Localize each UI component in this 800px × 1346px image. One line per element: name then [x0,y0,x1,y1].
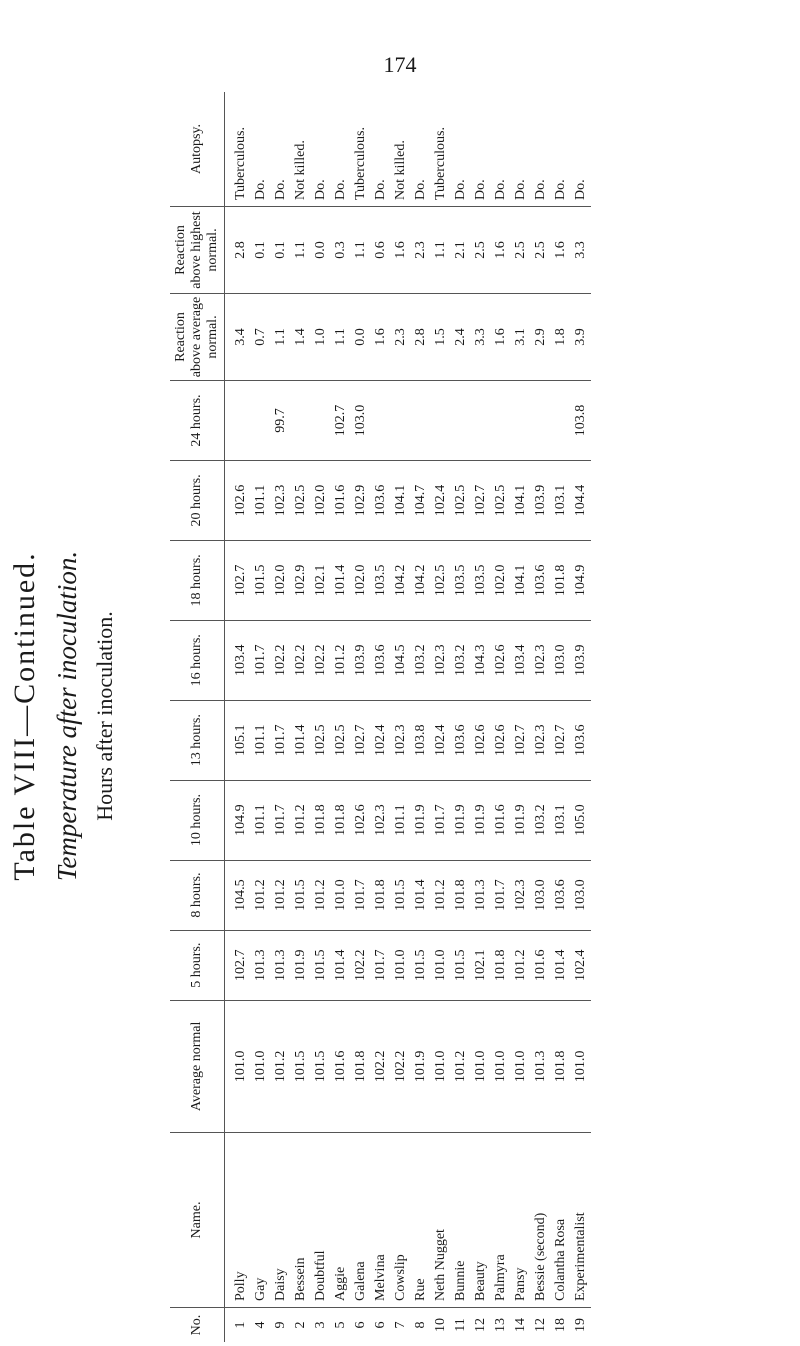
cell-13-hours: 102.7 [511,700,531,780]
cell-autopsy: Do. [373,179,389,200]
cell-8-hours: 101.5 [391,860,411,930]
cell-reaction-avg: 0.0 [351,294,371,381]
cell-24-hours [531,381,551,461]
cell-8-hours: 101.2 [251,860,271,930]
col-header-16-hours: 16 hours. [170,620,225,700]
cell-reaction-avg: 2.8 [411,294,431,381]
col-header-8-hours: 8 hours. [170,860,225,930]
cell-18-hours: 103.5 [451,540,471,620]
cell-reaction-high: 2.5 [471,207,491,294]
cell-20-hours: 102.5 [491,461,511,541]
cell-reaction-avg: 1.6 [371,294,391,381]
cell-20-hours: 104.1 [391,461,411,541]
col-header-average-normal: Average normal [170,1000,225,1132]
cell-name: Aggie [331,1133,351,1308]
table-row [411,92,431,1342]
cell-no: 7 [391,1308,411,1343]
cell-autopsy: Do. [493,179,509,200]
cell-5-hours: 101.6 [531,930,551,1000]
cell-24-hours [511,381,531,461]
cell-16-hours: 101.7 [251,620,271,700]
cell-5-hours: 101.3 [271,930,291,1000]
col-header-13-hours: 13 hours. [170,700,225,780]
cell-reaction-high: 2.1 [451,207,471,294]
cell-13-hours: 102.3 [531,700,551,780]
table-row [491,92,511,1342]
cell-24-hours [391,381,411,461]
cell-18-hours: 102.1 [311,540,331,620]
cell-no: 1 [225,1308,252,1343]
cell-reaction-avg: 3.4 [225,294,252,381]
cell-24-hours: 103.0 [351,381,371,461]
table-row [431,92,451,1342]
cell-average-normal: 101.0 [491,1000,511,1132]
table-body [225,92,592,1342]
cell-18-hours: 102.0 [491,540,511,620]
cell-reaction-avg: 1.5 [431,294,451,381]
cell-10-hours: 103.1 [551,780,571,860]
cell-13-hours: 105.1 [225,700,252,780]
cell-20-hours: 104.4 [571,461,591,541]
cell-autopsy: Do. [513,179,529,200]
cell-16-hours: 102.2 [271,620,291,700]
cell-10-hours: 104.9 [225,780,252,860]
cell-reaction-avg: 0.7 [251,294,271,381]
cell-average-normal: 102.2 [391,1000,411,1132]
cell-16-hours: 102.2 [291,620,311,700]
cell-no: 12 [471,1308,491,1343]
cell-8-hours: 101.8 [451,860,471,930]
cell-reaction-high: 1.6 [391,207,411,294]
cell-24-hours [291,381,311,461]
table-row [251,92,271,1342]
cell-autopsy: Do. [333,179,349,200]
cell-13-hours: 103.6 [451,700,471,780]
cell-autopsy: Do. [473,179,489,200]
cell-13-hours: 101.4 [291,700,311,780]
cell-10-hours: 103.2 [531,780,551,860]
cell-8-hours: 101.2 [271,860,291,930]
cell-name: Daisy [271,1133,291,1308]
cell-16-hours: 102.6 [491,620,511,700]
cell-16-hours: 103.4 [225,620,252,700]
cell-reaction-high: 1.1 [291,207,311,294]
col-header-18-hours: 18 hours. [170,540,225,620]
cell-20-hours: 102.3 [271,461,291,541]
cell-20-hours: 102.0 [311,461,331,541]
cell-13-hours: 102.6 [491,700,511,780]
cell-average-normal: 101.0 [571,1000,591,1132]
cell-10-hours: 101.9 [451,780,471,860]
cell-20-hours: 103.1 [551,461,571,541]
cell-reaction-high: 3.3 [571,207,591,294]
hours-label: Hours after inoculation. [92,611,117,821]
cell-20-hours: 102.6 [225,461,252,541]
cell-24-hours: 99.7 [271,381,291,461]
cell-24-hours [371,381,391,461]
cell-reaction-avg: 1.6 [491,294,511,381]
cell-5-hours: 101.2 [511,930,531,1000]
cell-average-normal: 101.6 [331,1000,351,1132]
cell-10-hours: 101.9 [511,780,531,860]
cell-no: 11 [451,1308,471,1343]
cell-autopsy: Do. [273,179,289,200]
cell-24-hours [225,381,252,461]
cell-20-hours: 102.5 [451,461,471,541]
cell-average-normal: 101.0 [251,1000,271,1132]
cell-name: Gay [251,1133,271,1308]
cell-no: 14 [511,1308,531,1343]
cell-18-hours: 104.2 [391,540,411,620]
cell-8-hours: 101.0 [331,860,351,930]
table-row [571,92,591,1342]
cell-8-hours: 101.8 [371,860,391,930]
cell-5-hours: 101.8 [491,930,511,1000]
cell-24-hours [311,381,331,461]
col-header-24-hours: 24 hours. [170,381,225,461]
cell-autopsy: Do. [533,179,549,200]
cell-16-hours: 103.9 [571,620,591,700]
cell-name: Bessie (second) [531,1133,551,1308]
cell-13-hours: 102.4 [371,700,391,780]
cell-16-hours: 102.3 [431,620,451,700]
cell-8-hours: 101.3 [471,860,491,930]
cell-no: 2 [291,1308,311,1343]
cell-name: Experimentalist [571,1133,591,1308]
table-row [471,92,491,1342]
table-row [271,92,291,1342]
cell-8-hours: 101.2 [311,860,331,930]
cell-autopsy: Do. [413,179,429,200]
cell-16-hours: 103.6 [371,620,391,700]
cell-name: Melvina [371,1133,391,1308]
cell-18-hours: 102.7 [225,540,252,620]
cell-16-hours: 103.2 [451,620,471,700]
cell-5-hours: 101.0 [431,930,451,1000]
cell-13-hours: 101.7 [271,700,291,780]
col-header-name: Name. [170,1133,225,1308]
cell-10-hours: 102.3 [371,780,391,860]
cell-10-hours: 101.2 [291,780,311,860]
cell-average-normal: 101.0 [431,1000,451,1132]
cell-reaction-avg: 1.4 [291,294,311,381]
cell-name: Pansy [511,1133,531,1308]
cell-reaction-avg: 2.4 [451,294,471,381]
cell-13-hours: 102.6 [471,700,491,780]
table-row [531,92,551,1342]
cell-13-hours: 103.6 [571,700,591,780]
cell-average-normal: 101.9 [411,1000,431,1132]
cell-reaction-avg: 2.3 [391,294,411,381]
col-header-5-hours: 5 hours. [170,930,225,1000]
cell-average-normal: 101.3 [531,1000,551,1132]
cell-average-normal: 101.5 [311,1000,331,1132]
cell-24-hours [411,381,431,461]
cell-20-hours: 103.6 [371,461,391,541]
cell-24-hours [431,381,451,461]
header-row [170,92,225,1342]
cell-reaction-high: 0.1 [251,207,271,294]
cell-5-hours: 102.2 [351,930,371,1000]
cell-autopsy: Not killed. [293,140,309,200]
cell-24-hours: 103.8 [571,381,591,461]
table-row [331,92,351,1342]
cell-18-hours: 101.5 [251,540,271,620]
cell-no: 4 [251,1308,271,1343]
cell-reaction-high: 2.5 [511,207,531,294]
cell-20-hours: 101.1 [251,461,271,541]
cell-5-hours: 101.5 [411,930,431,1000]
cell-8-hours: 104.5 [225,860,252,930]
cell-no: 6 [351,1308,371,1343]
table-row [371,92,391,1342]
cell-autopsy: Do. [553,179,569,200]
cell-name: Polly [225,1133,252,1308]
cell-no: 6 [371,1308,391,1343]
cell-13-hours: 102.4 [431,700,451,780]
cell-average-normal: 101.0 [225,1000,252,1132]
cell-16-hours: 104.5 [391,620,411,700]
cell-reaction-avg: 1.0 [311,294,331,381]
cell-reaction-avg: 3.1 [511,294,531,381]
cell-no: 5 [331,1308,351,1343]
cell-8-hours: 103.6 [551,860,571,930]
col-header-no: No. [170,1308,225,1343]
cell-autopsy: Do. [253,179,269,200]
cell-8-hours: 103.0 [531,860,551,930]
cell-18-hours: 103.5 [371,540,391,620]
cell-18-hours: 102.9 [291,540,311,620]
cell-average-normal: 101.8 [551,1000,571,1132]
cell-20-hours: 102.5 [291,461,311,541]
cell-no: 12 [531,1308,551,1343]
cell-no: 10 [431,1308,451,1343]
cell-20-hours: 102.4 [431,461,451,541]
cell-5-hours: 101.4 [551,930,571,1000]
table-row [451,92,471,1342]
table-row [351,92,371,1342]
cell-5-hours: 101.7 [371,930,391,1000]
cell-20-hours: 103.9 [531,461,551,541]
cell-5-hours: 102.7 [225,930,252,1000]
cell-10-hours: 101.7 [431,780,451,860]
cell-18-hours: 103.6 [531,540,551,620]
temperature-table [170,92,591,1342]
cell-8-hours: 101.2 [431,860,451,930]
cell-reaction-avg: 1.8 [551,294,571,381]
cell-5-hours: 101.4 [331,930,351,1000]
cell-average-normal: 101.0 [511,1000,531,1132]
col-header-autopsy: Autopsy. [170,92,225,207]
cell-20-hours: 104.1 [511,461,531,541]
cell-18-hours: 104.1 [511,540,531,620]
table-row [311,92,331,1342]
cell-autopsy: Tuberculous. [233,127,249,200]
cell-18-hours: 102.0 [351,540,371,620]
cell-average-normal: 101.0 [471,1000,491,1132]
cell-20-hours: 101.6 [331,461,351,541]
cell-reaction-high: 1.1 [431,207,451,294]
cell-16-hours: 104.3 [471,620,491,700]
cell-average-normal: 102.2 [371,1000,391,1132]
cell-10-hours: 101.8 [331,780,351,860]
table-row [291,92,311,1342]
cell-name: Cowslip [391,1133,411,1308]
cell-reaction-avg: 3.3 [471,294,491,381]
cell-18-hours: 102.0 [271,540,291,620]
cell-average-normal: 101.2 [271,1000,291,1132]
cell-no: 13 [491,1308,511,1343]
cell-autopsy: Tuberculous. [433,127,449,200]
cell-5-hours: 101.5 [451,930,471,1000]
cell-5-hours: 101.5 [311,930,331,1000]
cell-no: 18 [551,1308,571,1343]
cell-no: 9 [271,1308,291,1343]
cell-13-hours: 102.5 [311,700,331,780]
cell-20-hours: 102.9 [351,461,371,541]
cell-8-hours: 101.7 [351,860,371,930]
cell-reaction-high: 2.3 [411,207,431,294]
cell-16-hours: 102.2 [311,620,331,700]
cell-10-hours: 101.7 [271,780,291,860]
cell-8-hours: 101.5 [291,860,311,930]
col-header-20-hours: 20 hours. [170,461,225,541]
cell-18-hours: 102.5 [431,540,451,620]
cell-13-hours: 103.8 [411,700,431,780]
cell-reaction-high: 1.1 [351,207,371,294]
cell-average-normal: 101.5 [291,1000,311,1132]
cell-autopsy: Do. [453,179,469,200]
cell-13-hours: 102.3 [391,700,411,780]
table-row [551,92,571,1342]
col-header-10-hours: 10 hours. [170,780,225,860]
cell-24-hours [251,381,271,461]
cell-average-normal: 101.8 [351,1000,371,1132]
cell-autopsy: Not killed. [393,140,409,200]
cell-10-hours: 102.6 [351,780,371,860]
cell-24-hours: 102.7 [331,381,351,461]
cell-10-hours: 105.0 [571,780,591,860]
cell-13-hours: 102.7 [551,700,571,780]
cell-13-hours: 102.5 [331,700,351,780]
cell-reaction-high: 2.8 [225,207,252,294]
cell-16-hours: 103.0 [551,620,571,700]
table-row [511,92,531,1342]
cell-autopsy: Do. [313,179,329,200]
cell-reaction-high: 1.6 [491,207,511,294]
cell-24-hours [451,381,471,461]
table-row [391,92,411,1342]
cell-8-hours: 102.3 [511,860,531,930]
cell-no: 8 [411,1308,431,1343]
cell-24-hours [491,381,511,461]
cell-name: Bunnie [451,1133,471,1308]
cell-name: Bessein [291,1133,311,1308]
cell-16-hours: 103.4 [511,620,531,700]
cell-autopsy: Do. [573,179,589,200]
col-header-reaction-avg: Reaction above average normal. [170,294,225,381]
rotated-table-page [0,86,620,1346]
cell-20-hours: 104.7 [411,461,431,541]
cell-reaction-high: 0.1 [271,207,291,294]
cell-reaction-avg: 2.9 [531,294,551,381]
cell-24-hours [471,381,491,461]
cell-10-hours: 101.6 [491,780,511,860]
cell-8-hours: 101.4 [411,860,431,930]
cell-18-hours: 101.4 [331,540,351,620]
cell-reaction-high: 0.0 [311,207,331,294]
cell-16-hours: 101.2 [331,620,351,700]
cell-name: Galena [351,1133,371,1308]
table-title: Table VIII—Continued. [8,551,41,881]
cell-reaction-avg: 1.1 [331,294,351,381]
cell-5-hours: 101.0 [391,930,411,1000]
cell-16-hours: 103.2 [411,620,431,700]
cell-reaction-high: 2.5 [531,207,551,294]
cell-average-normal: 101.2 [451,1000,471,1132]
table-row [225,92,252,1342]
page-number: 174 [383,52,417,77]
cell-10-hours: 101.1 [391,780,411,860]
cell-name: Palmyra [491,1133,511,1308]
cell-16-hours: 102.3 [531,620,551,700]
cell-18-hours: 104.2 [411,540,431,620]
col-header-reaction-high: Reaction above highest normal. [170,207,225,294]
cell-10-hours: 101.9 [411,780,431,860]
cell-10-hours: 101.1 [251,780,271,860]
cell-24-hours [551,381,571,461]
cell-reaction-high: 0.6 [371,207,391,294]
cell-reaction-high: 1.6 [551,207,571,294]
cell-5-hours: 102.4 [571,930,591,1000]
cell-18-hours: 103.5 [471,540,491,620]
cell-5-hours: 101.9 [291,930,311,1000]
cell-8-hours: 101.7 [491,860,511,930]
cell-10-hours: 101.9 [471,780,491,860]
cell-reaction-high: 0.3 [331,207,351,294]
cell-18-hours: 104.9 [571,540,591,620]
cell-no: 19 [571,1308,591,1343]
cell-5-hours: 102.1 [471,930,491,1000]
cell-8-hours: 103.0 [571,860,591,930]
cell-18-hours: 101.8 [551,540,571,620]
cell-13-hours: 101.1 [251,700,271,780]
cell-5-hours: 101.3 [251,930,271,1000]
cell-16-hours: 103.9 [351,620,371,700]
table-subtitle: Temperature after inoculation. [52,550,82,882]
cell-autopsy: Tuberculous. [353,127,369,200]
cell-reaction-avg: 1.1 [271,294,291,381]
cell-name: Doubtful [311,1133,331,1308]
cell-reaction-avg: 3.9 [571,294,591,381]
cell-name: Neth Nugget [431,1133,451,1308]
cell-13-hours: 102.7 [351,700,371,780]
cell-20-hours: 102.7 [471,461,491,541]
cell-no: 3 [311,1308,331,1343]
cell-name: Rue [411,1133,431,1308]
cell-name: Colantha Rosa [551,1133,571,1308]
cell-name: Beauty [471,1133,491,1308]
cell-10-hours: 101.8 [311,780,331,860]
